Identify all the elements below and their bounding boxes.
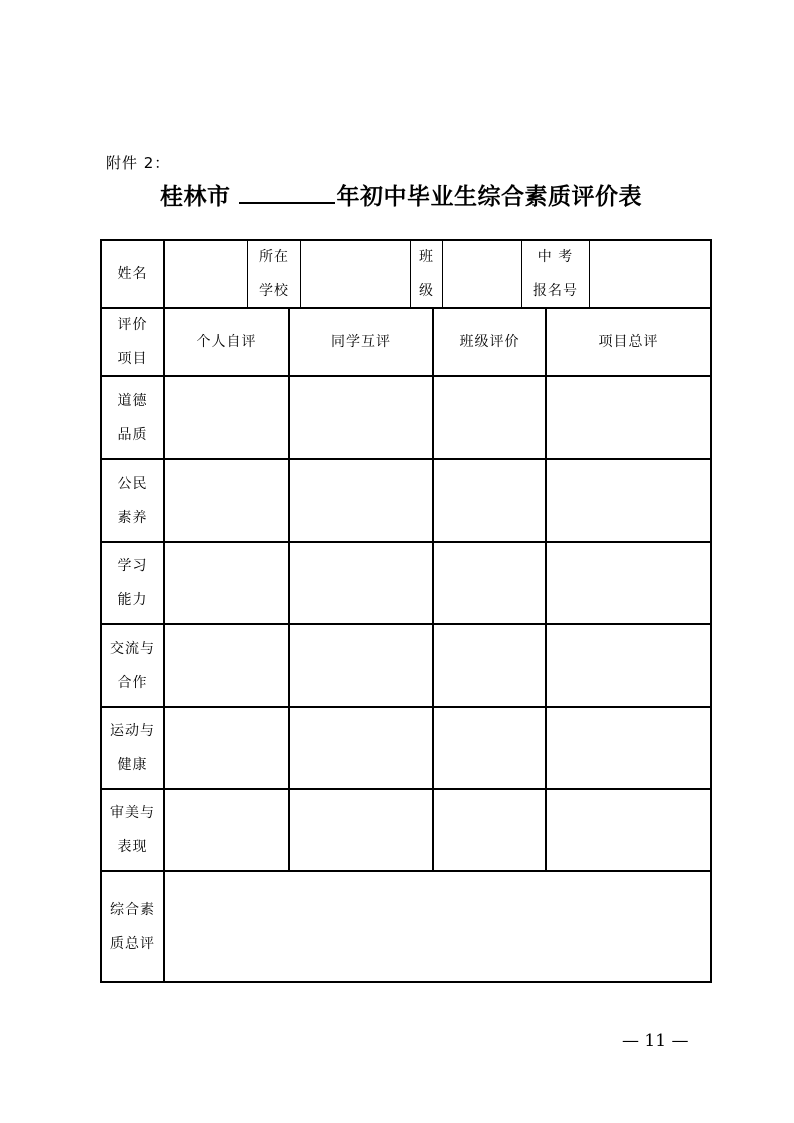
- row-label-communication: 交流与 合作: [110, 640, 155, 691]
- rule-header-bottom: [102, 375, 710, 377]
- rule-row-5: [102, 788, 710, 790]
- column-header-self: 个人自评: [196, 334, 257, 350]
- title-rest: 年初中毕业生综合素质评价表: [336, 183, 642, 210]
- evaluation-table: [100, 239, 712, 983]
- attachment-label: 附件 2：: [106, 154, 171, 172]
- summary-label: 综合素 质总评: [110, 901, 155, 952]
- name-field[interactable]: [165, 241, 247, 307]
- form-title: [160, 178, 642, 211]
- summary-field[interactable]: [165, 872, 710, 981]
- column-header-total: 项目总评: [598, 334, 659, 350]
- class-field[interactable]: [443, 241, 521, 307]
- column-header-class: 班级评价: [459, 334, 520, 350]
- row-label-sports: 运动与 健康: [110, 723, 155, 773]
- rule-row-3: [102, 623, 710, 625]
- item-header: 评价 项目: [117, 317, 148, 367]
- row-label-learning: 学习 能力: [117, 558, 148, 608]
- row-label-morality: 道德 品质: [117, 392, 148, 443]
- rule-col-2: [288, 307, 290, 872]
- year-blank-field[interactable]: [239, 184, 335, 204]
- row-label-aesthetics: 审美与 表现: [110, 805, 155, 855]
- rule-col-4: [545, 307, 547, 872]
- exam-number-field[interactable]: [590, 241, 710, 307]
- rule-row-1: [102, 458, 710, 460]
- row-label-civic: 公民 素养: [117, 475, 148, 526]
- title-city: 桂林市: [160, 183, 231, 210]
- class-label: 班 级: [419, 249, 434, 299]
- school-field[interactable]: [301, 241, 410, 307]
- page-number: — 11 —: [622, 1031, 689, 1051]
- rule-row-4: [102, 706, 710, 708]
- exam-number-label: 中 考 报名号: [533, 249, 578, 299]
- column-header-peer: 同学互评: [331, 334, 391, 350]
- school-label: 所在 学校: [259, 249, 289, 299]
- rule-col-3: [432, 307, 434, 872]
- rule-row-2: [102, 541, 710, 543]
- name-label: 姓名: [117, 266, 148, 282]
